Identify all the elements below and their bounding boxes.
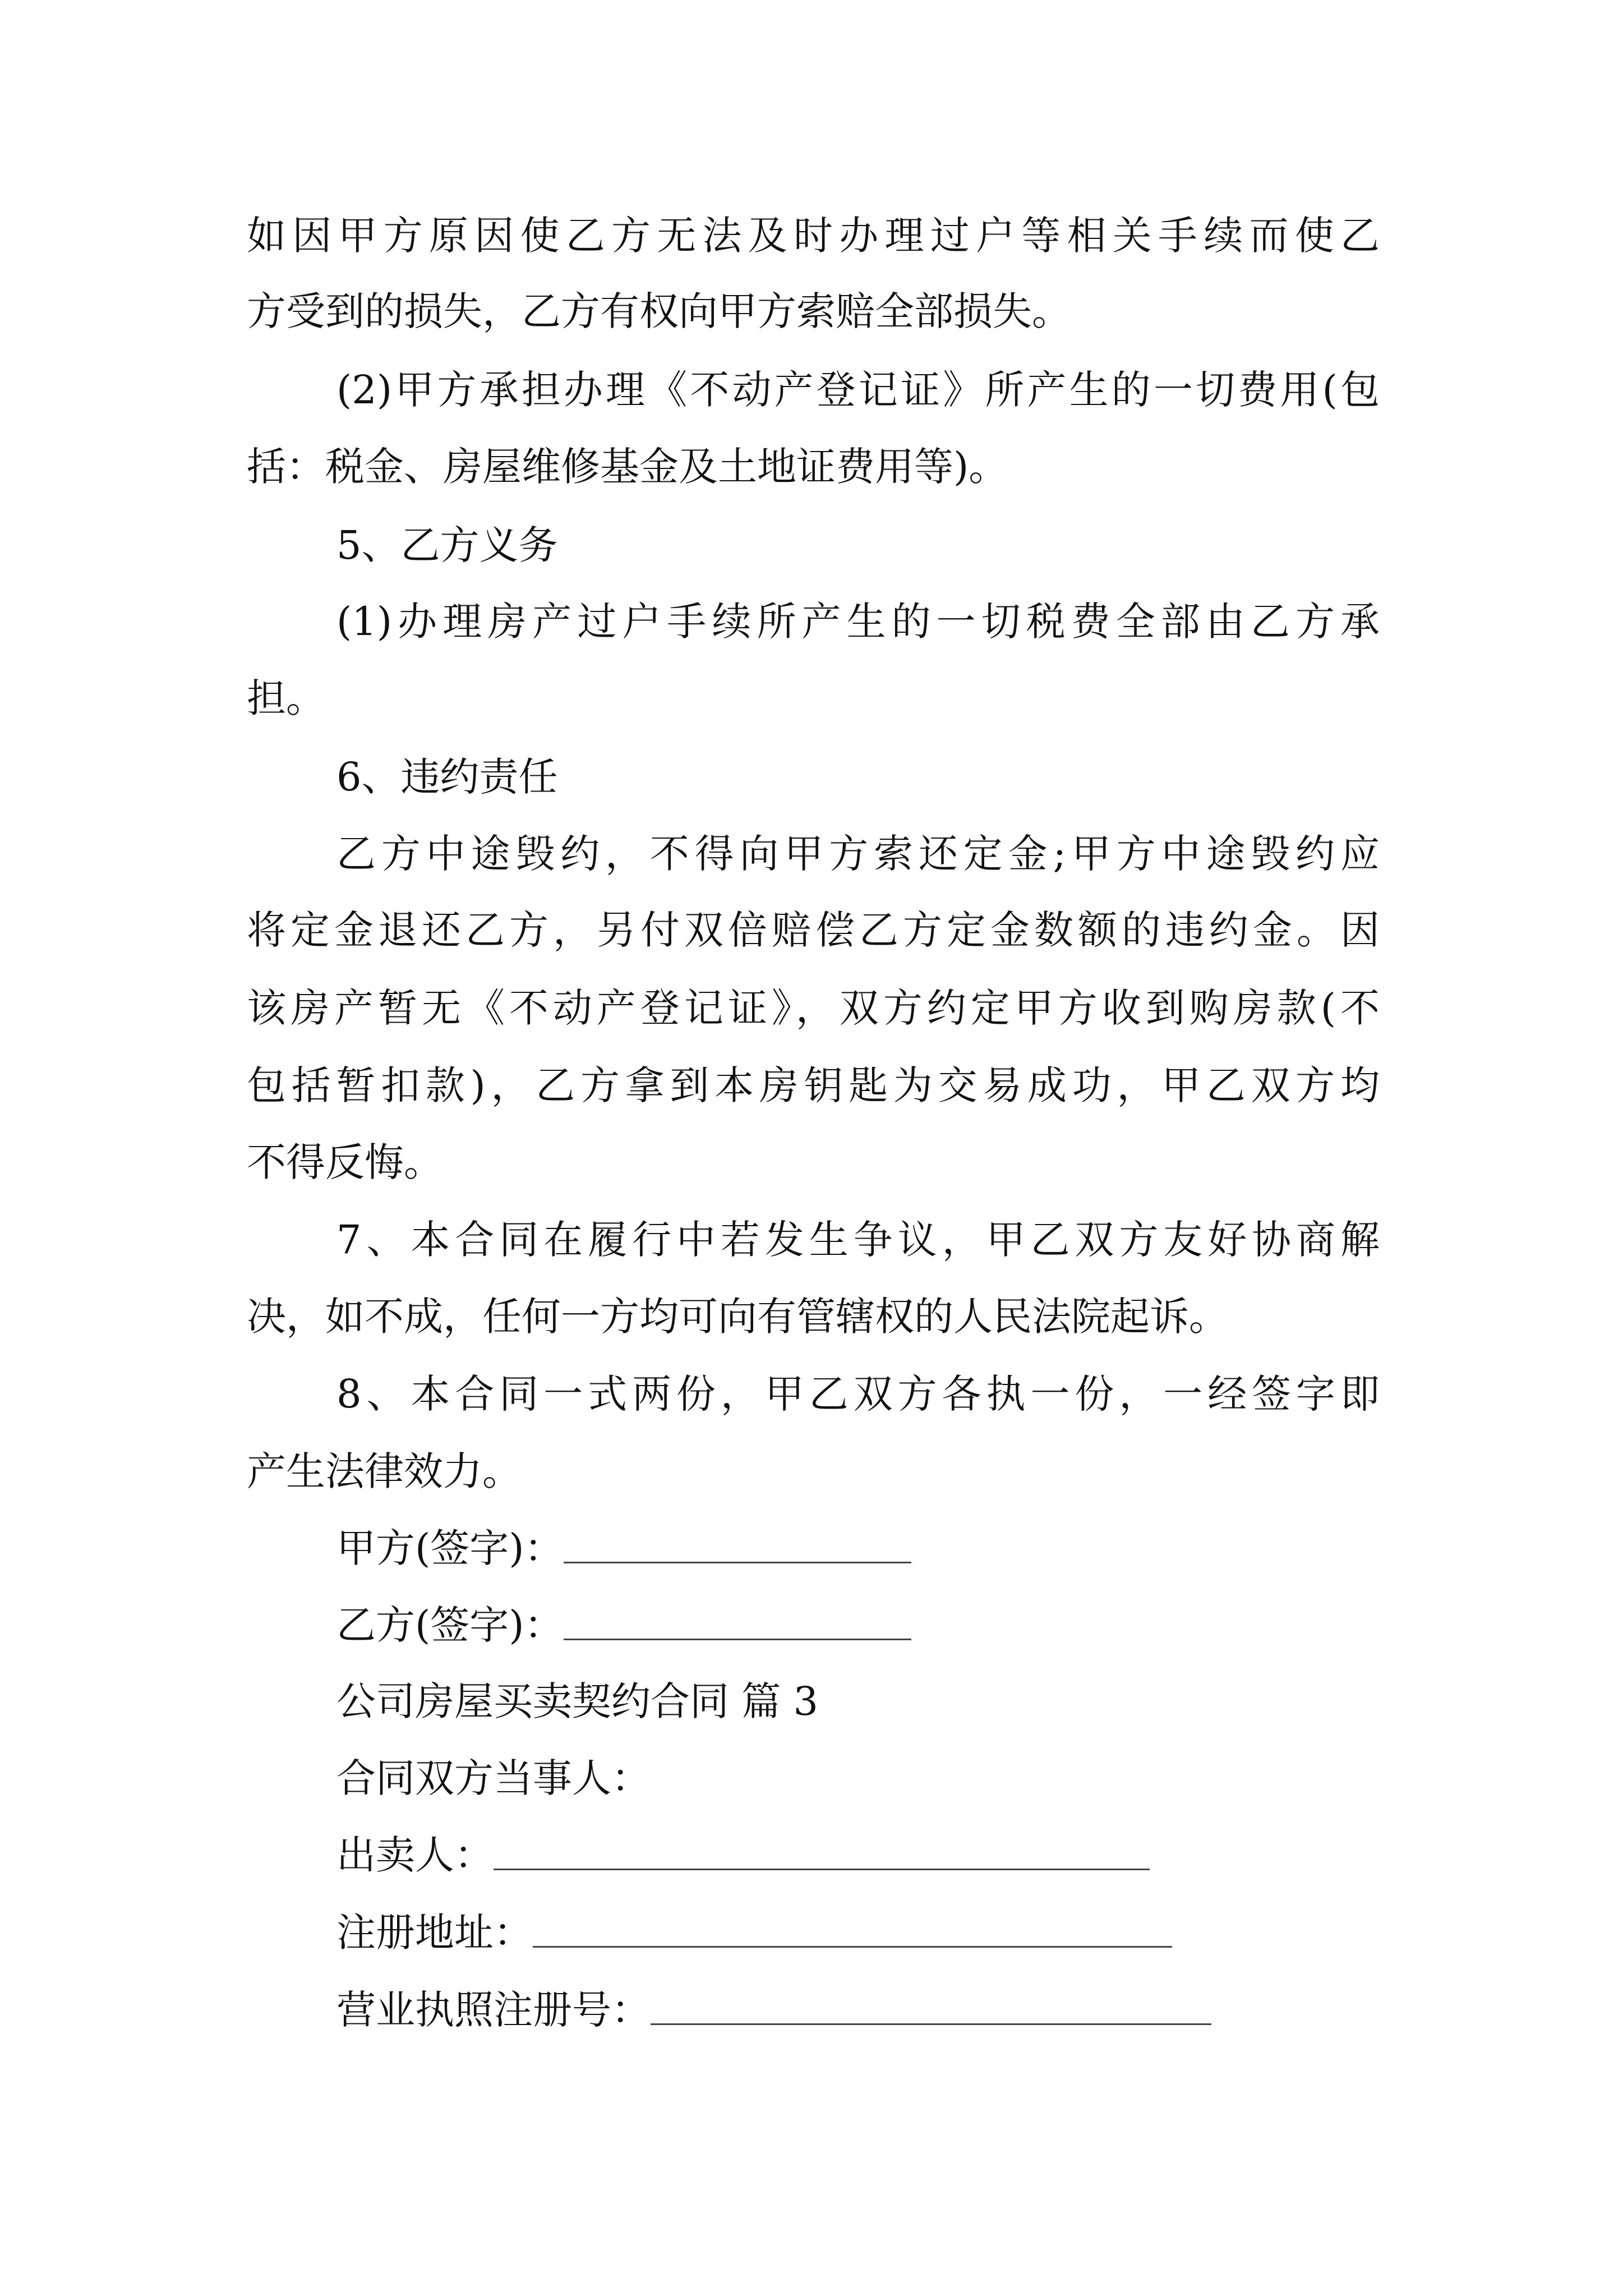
text-line: 如因甲方原因使乙方无法及时办理过户等相关手续而使乙 (247, 213, 1380, 259)
section-heading: 5、乙方义务 (336, 522, 558, 568)
contract-heading: 公司房屋买卖契约合同 篇 3 (336, 1678, 819, 1724)
address-label: 注册地址： (336, 1910, 533, 1955)
text-line: (2)甲方承担办理《不动产登记证》所产生的一切费用(包 (336, 367, 1380, 413)
license-label: 营业执照注册号： (336, 1987, 651, 2033)
party-a-signature-row (336, 1523, 911, 1573)
seller-label: 出卖人： (336, 1832, 494, 1878)
address-row (336, 1907, 1172, 1958)
text-line: 乙方中途毁约，不得向甲方索还定金;甲方中途毁约应 (336, 831, 1380, 877)
text-line: 产生法律效力。 (247, 1448, 522, 1494)
license-field[interactable] (651, 2023, 1211, 2025)
text-line: 不得反悔。 (247, 1139, 443, 1185)
text-line: 方受到的损失，乙方有权向甲方索赔全部损失。 (247, 288, 1071, 334)
party-a-signature-field[interactable] (564, 1562, 911, 1563)
text-line: 担。 (247, 675, 325, 721)
party-b-signature-row (336, 1600, 911, 1650)
text-line: 该房产暂无《不动产登记证》，双方约定甲方收到购房款(不 (247, 985, 1380, 1031)
text-line: 8、本合同一式两份，甲乙双方各执一份，一经签字即 (336, 1371, 1380, 1417)
text-line: 包括暂扣款)，乙方拿到本房钥匙为交易成功，甲乙双方均 (247, 1062, 1380, 1108)
address-field[interactable] (533, 1946, 1172, 1948)
license-row (336, 1985, 1211, 2035)
text-line: (1)办理房产过户手续所产生的一切税费全部由乙方承 (336, 599, 1380, 645)
parties-label: 合同双方当事人： (336, 1755, 651, 1801)
text-line: 决，如不成，任何一方均可向有管辖权的人民法院起诉。 (247, 1294, 1228, 1340)
text-line: 括：税金、房屋维修基金及土地证费用等)。 (247, 444, 1008, 490)
seller-row (336, 1830, 1150, 1880)
party-b-signature-label: 乙方(签字)： (336, 1602, 564, 1648)
text-line: 将定金退还乙方，另付双倍赔偿乙方定金数额的违约金。因 (247, 907, 1380, 953)
party-b-signature-field[interactable] (564, 1639, 911, 1640)
section-heading: 6、违约责任 (336, 754, 558, 800)
party-a-signature-label: 甲方(签字)： (336, 1525, 564, 1571)
seller-field[interactable] (494, 1869, 1150, 1870)
text-line: 7、本合同在履行中若发生争议，甲乙双方友好协商解 (336, 1217, 1380, 1263)
